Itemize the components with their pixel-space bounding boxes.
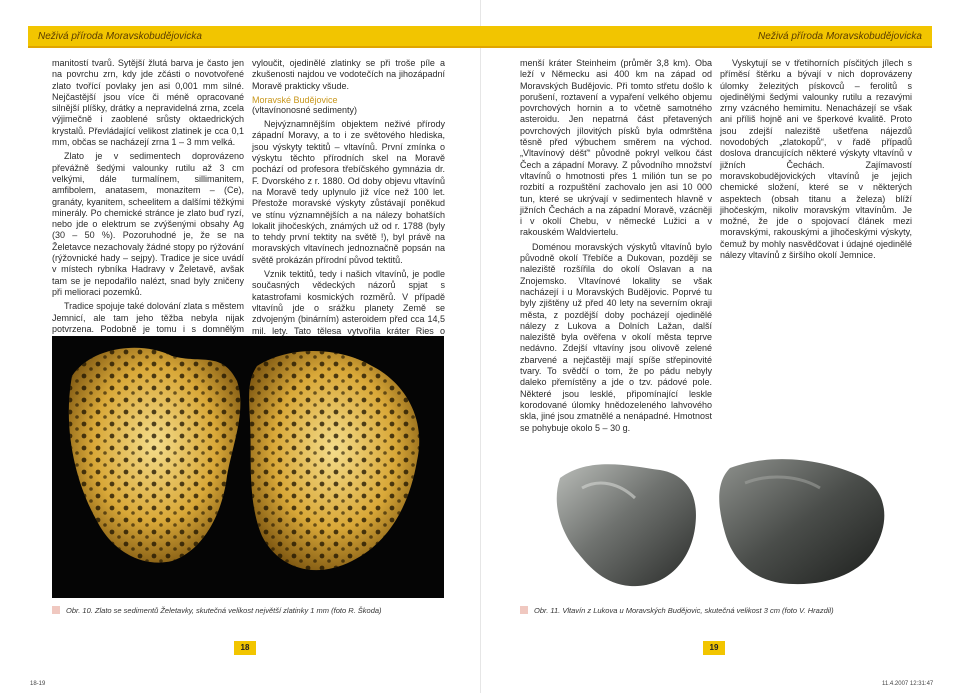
moldavite-image [520, 448, 912, 598]
figure-caption-left [52, 606, 382, 615]
paragraph: Nejvýznamnějším objektem neživé přírody západní Moravy, a to i ze světového hlediska, jsou výskyty tektitů – vltavínů. První zmínka o výskytu těchto přírodních skel na Moravě pochází od profesora třebíčského gymnázia dr. F. Dvorského z r. 1880. Od doby objevu vltavínů na Moravě tedy uplynulo již více než 100 let. Přestože moravské výskyty zůstávají poněkud ve stínu významnějších a na nálezy bohatších lokalit jihočeských, známých už od r. 1788 (byly to tehdy první tektity na světě !), byl právě na moravských vltavínech jednoznačně popsán na světě prokázán přírodní původ tektitů. [252, 119, 445, 265]
text-column-4 [720, 58, 912, 264]
print-slug-left: 18-19 [30, 681, 46, 687]
caption-text: Obr. 10. Zlato se sedimentů Želetavky, skutečná velikost největší zlatinky 1 mm (foto R. Škoda) [66, 606, 382, 615]
page-number-left: 18 [234, 641, 256, 655]
page-number-right: 19 [703, 641, 725, 655]
print-slug-right: 11.4.2007 12:31:47 [882, 681, 934, 687]
running-head-left: Neživá příroda Moravskobudějovicka [28, 26, 480, 48]
paragraph: manitostí tvarů. Sytější žlutá barva je často jen na povrchu zrn, kdy jde zčásti o novotvořené zlato tvořící povlaky jen asi 0,001 mm silné. Nejčastější jsou více či méně opracované silnější plíšky, drátky a nepravidelná zrna, zcela výjimečně i zaoblené srůsty oktaedrických krystalů. Převládající velikost zlatinek je cca 0,1 mm, občas se nacházejí zrna 1 – 3 mm velká. [52, 58, 244, 148]
paragraph: Vznik tektitů, tedy i našich vltavínů, je podle současných vědeckých názorů spjat s katastrofami kosmických rozměrů. V případě vltavínů jde o srážku planety Země se zdvojeným (binárním) asteroidem před cca 14,5 mil. lety. Tato tělesa vytvořila kráter Ries o [252, 269, 445, 336]
caption-marker [520, 606, 528, 614]
caption-text: Obr. 11. Vltavín z Lukova u Moravských Budějovic, skutečná velikost 3 cm (foto V. Hrazdil) [534, 606, 834, 615]
caption-marker [52, 606, 60, 614]
paragraph: Tradice spojuje také dolování zlata s městem Jemnicí, ale tam jeho těžba nebyla nijak potvrzena. Podobně je tomu i s domnělým [52, 301, 244, 334]
paragraph: vyloučit, ojedinělé zlatinky se při troše píle a zkušenosti najdou ve vodotečích na jihozápadní Moravě prakticky všude. [252, 58, 445, 91]
text-column-1 [52, 58, 244, 372]
paragraph: Zlato je v sedimentech doprovázeno převážně šedými valounky rutilu až 3 cm velkými, dále turmalínem, sillimanitem, amfibolem, anatasem, monazitem – (Ce), granáty, kyanitem, scheelitem a dalšími těžkými minerály. Po chemické stránce je zlato buď ryzí, nebo jde o elektrum se zvýšenými obsahy Ag (30 – 50 %). Pozoruhodné je, že se na Želetavce nezachovaly žádné stopy po rýžování (rýžovnické hady – sejpy). Tradice je sice uvádí v místech rybníka Hadravy v Želetavě, avšak tam se je nepodařilo nalézt, snad byly zničeny při melioraci pozemků. [52, 151, 244, 297]
section-heading: Moravské Budějovice [252, 94, 338, 105]
gold-nuggets-photo [52, 336, 444, 598]
running-head-right: Neživá příroda Moravskobudějovicka [480, 26, 932, 48]
moldavite-photo [520, 448, 912, 598]
section-subheading: (vltavínonosné sedimenty) [252, 104, 358, 115]
paragraph: Doménou moravských výskytů vltavínů bylo původně okolí Třebíče a Dukovan, později se naleziště rozšířila do okolí Oslavan a na Znojemsko. Vltavínové lokality se však nacházejí i u Moravských Budějovic. Poprvé tu byly zjištěny už před 40 lety na severním okraji města, z pozdější doby pocházejí ojedinělé nálezy z Lukova a Dolních Lažan, další naleziště byla ověřena v okolí města teprve nedávno. Zdejší vltavíny jsou olivově zelené zbarvené a nejčastěji mají spíše střepinovité tvary. To svědčí o tom, že po pádu nebyly daleko přemístěny a jde o tzv. pádové pole. Některé jsou lesklé, připomínající leskle korodované úlomky hnědozeleného lahvového skla, jiné jsou zmatnělé a nenápadné. Hmotnost se pohybuje okolo 5 – 30 g. [520, 241, 712, 433]
gold-nuggets-image [52, 336, 444, 598]
paragraph: menší kráter Steinheim (průměr 3,8 km). Oba leží v Německu asi 400 km na západ od Moravských Budějovic. Při tomto střetu došlo k porušení, roztavení a vypaření velkého objemu povrchových hornin a to včetně samotného asteroidu. Jen nepatrná část přetavených povrchových jílovitých písků byla odmrštěna těsně před výbuchem směrem na východ. „Vltavínový déšť“ původně pokryl velkou část Čech a západní Moravy. Z původního množství vltavínů o hmotnosti přes 1 milión tun se po rozbití a rozpuštění zachovalo jen asi 10 000 tun, které se ukrývají v sedimentech hlavně v jižních Čechách a na západní Moravě, vzácněji i v okolí Chebu, v německé Lužici a v rakouském Waldviertelu. [520, 58, 712, 238]
spread-gutter [480, 0, 481, 693]
text-column-2 [252, 58, 445, 351]
paragraph: Vyskytují se v třetihorních písčitých jílech s příměsí štěrku a bývají v nich doprovázeny úlomky železitých pískovců – ferolitů s ojedinělými šedými valounky rutilu a rezavými zrny vzácného hemimitu. Nenacházejí se však ani příliš hojně ani ve šperkové kvalitě. Proto jsou zdejší naleziště ušetřena nájezdů novodobých „zlatokopů“, v řadě případů doslova drancujících některé výskyty vltavínů v jižních Čechách. Zajímavostí moravskobudějovických vltavínů je jejich chemické složení, které se v některých aspektech (obsah titanu a železa) blíží jihočeským, nikoliv moravským vltavínům. Je možné, že jde o spojovací článek mezi moravskými, rakouskými a jihočeskými výskyty, čemuž by mohly nasvědčovat i údajné ojedinělé nálezy vltavínů z širšího okolí Jemnice. [720, 58, 912, 261]
text-column-3 [520, 58, 712, 437]
figure-caption-right [520, 606, 834, 615]
